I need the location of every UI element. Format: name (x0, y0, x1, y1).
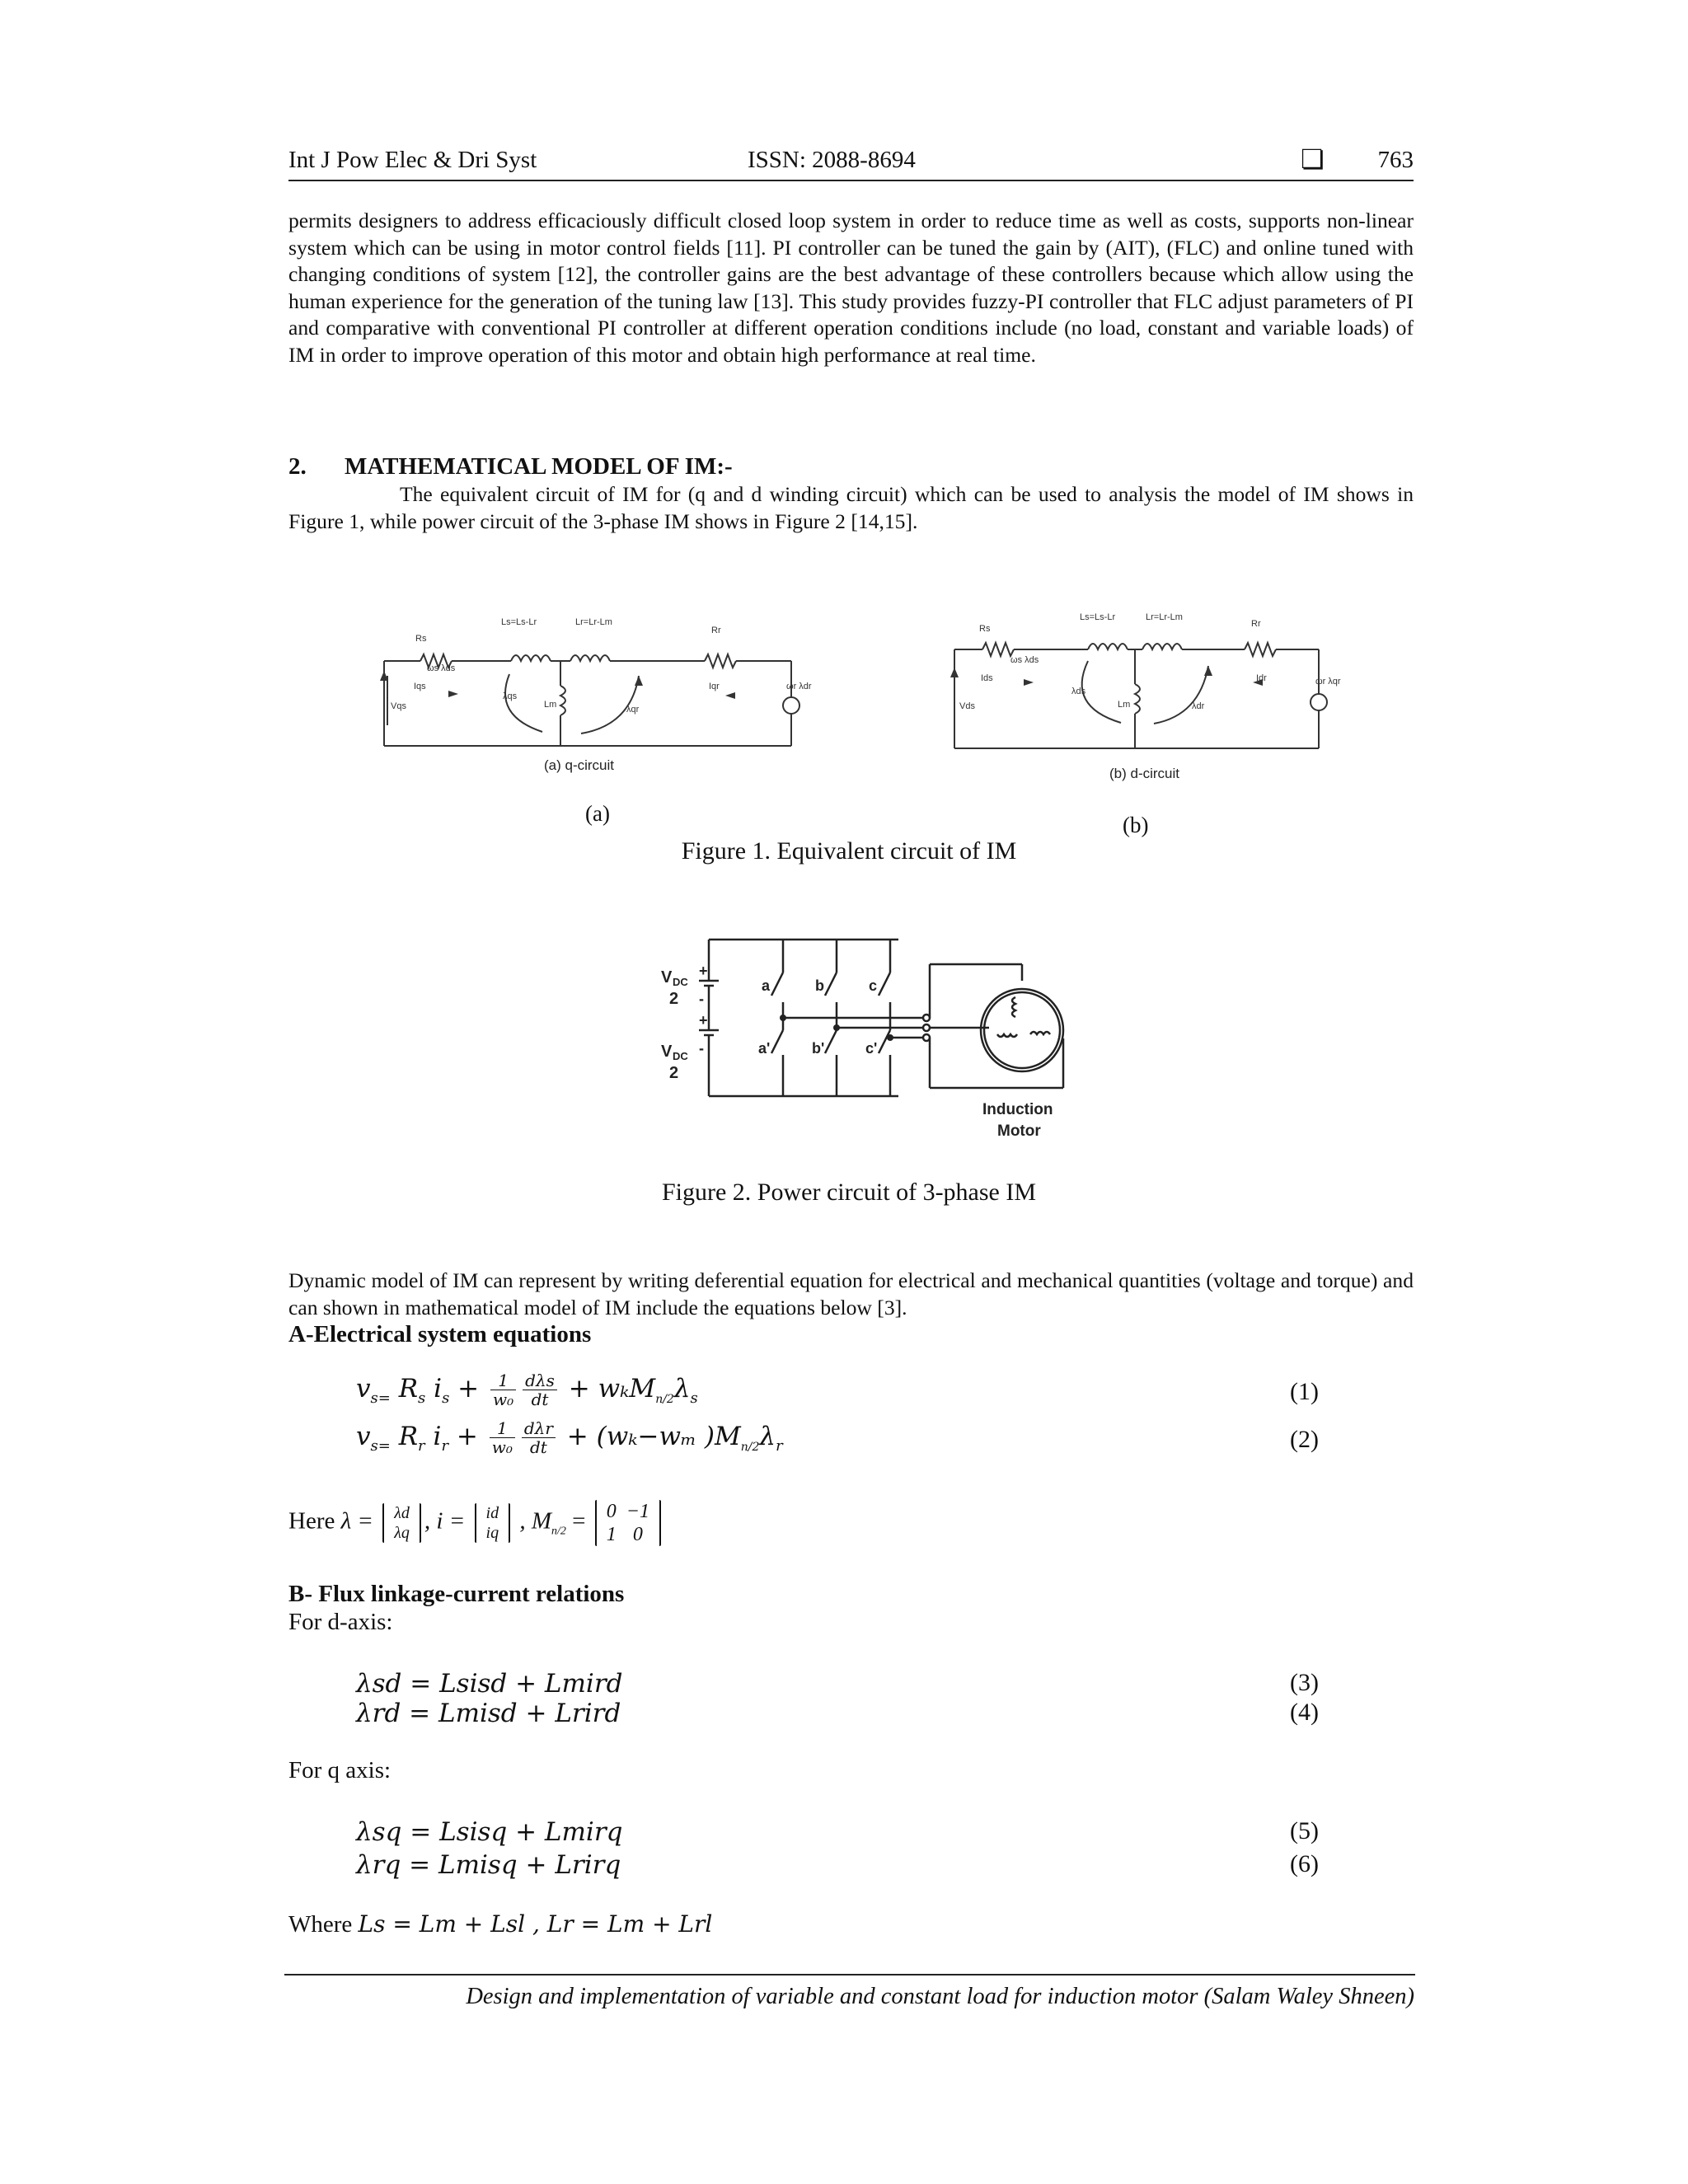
vdc-top-symbol: V (661, 968, 673, 987)
equation-6-number: (6) (1290, 1850, 1319, 1877)
q-vqs-label: Vqs (391, 701, 406, 711)
q-rs-label: Rs (415, 634, 427, 644)
issn: ISSN: 2088-8694 (748, 147, 916, 173)
q-lm-label: Lm (544, 700, 557, 710)
switch-c-low-label: c' (865, 1040, 878, 1057)
equation-5-number: (5) (1290, 1817, 1319, 1844)
d-flux-s-label: λds (1071, 687, 1086, 696)
q-circuit-label: (a) q-circuit (544, 757, 615, 773)
equation-5: λsq = Lsisq + Lmirq (356, 1817, 623, 1847)
where-line: Where Ls = Lm + Lsl , Lr = Lm + Lrl (288, 1910, 713, 1938)
q-flux-r-label: λqr (626, 705, 640, 715)
minus-sign-top: - (699, 991, 704, 1007)
plus-sign-top: + (699, 963, 708, 979)
section-heading (288, 453, 733, 480)
switch-a-label: a (762, 977, 771, 994)
plus-sign-bottom: + (699, 1012, 708, 1029)
footer-rule (284, 1974, 1415, 1975)
vdc-top-subscript: DC (673, 976, 688, 988)
q-axis-label: For q axis: (288, 1757, 392, 1783)
equation-2: $v_{s=}$ $R_r$ $i_r$ + $\frac{1}{\text{w₀}}$ $\frac{\text{dλr}}{dt}$ + (wₖ−wₘ )$M_{n/2}\lambda_r$ (356, 1418, 783, 1457)
section-title: MATHEMATICAL MODEL OF IM:- (345, 453, 733, 480)
q-iqs-label: Iqs (414, 682, 426, 691)
equation-3-number: (3) (1290, 1669, 1319, 1696)
d-lls-label: Ls=Ls-Lr (1080, 612, 1116, 622)
minus-sign-bottom: - (699, 1040, 704, 1057)
q-lls-label: Ls=Ls-Lr (501, 617, 537, 627)
d-ids-label: Ids (981, 673, 993, 683)
equation-1: $v_{s=}$ $R_s$ $i_s$ + $\frac{1}{\text{w₀}}$ $\frac{\text{dλs}}{dt}$ + $w_kM_{n/2}\lambda_s$ (356, 1371, 698, 1409)
subsection-a-heading: A-Electrical system equations (288, 1321, 592, 1347)
matrix-definitions: Here λ = λd λq , i = id iq , $M_{n/2}$ = 0 −1 1 0 (288, 1500, 664, 1546)
equation-6: λrq = Lmisq + Lrirq (356, 1850, 621, 1880)
vdc-bottom-symbol: V (661, 1043, 673, 1061)
vdc-top-denominator: 2 (669, 990, 679, 1008)
switch-b-label: b (815, 977, 824, 994)
q-circuit-diagram (379, 610, 812, 783)
switch-b-low-label: b' (812, 1040, 825, 1057)
motor-label-line1: Induction (982, 1101, 1053, 1118)
motor-label-line2: Motor (997, 1122, 1041, 1140)
q-speed-source-label: ωs λds (427, 663, 456, 673)
figure2-caption: Figure 2. Power circuit of 3-phase IM (661, 1179, 1037, 1206)
d-rotor-source-label: ωr λqr (1315, 677, 1341, 687)
q-iqr-label: Iqr (709, 682, 720, 691)
q-llr-label: Lr=Lr-Lm (575, 617, 612, 627)
square-bullet-icon: ❏ (1301, 144, 1325, 174)
d-circuit-diagram (948, 602, 1376, 791)
equation-2-number: (2) (1290, 1426, 1319, 1453)
d-llr-label: Lr=Lr-Lm (1146, 612, 1183, 622)
equation-4-number: (4) (1290, 1699, 1319, 1726)
page-number: 763 (1377, 147, 1414, 173)
power-circuit-diagram (659, 931, 1088, 1146)
d-lm-label: Lm (1118, 700, 1131, 710)
dynamic-model-paragraph: Dynamic model of IM can represent by writing deferential equation for electrical and mechanical quantities (voltage and torque) and can shown in mathematical model of IM include the equations below [3]. (288, 1268, 1414, 1319)
equation-3: λsd = Lsisd + Lmird (356, 1669, 623, 1699)
d-circuit-label: (b) d-circuit (1109, 766, 1180, 781)
d-flux-r-label: λdr (1192, 701, 1205, 711)
q-flux-s-label: λqs (503, 691, 518, 701)
d-rs-label: Rs (979, 624, 991, 634)
d-speed-source-label: ωs λds (1010, 655, 1039, 665)
equation-1-number: (1) (1290, 1378, 1319, 1405)
page-footer: Design and implementation of variable and constant load for induction motor (Salam Waley Shneen) (466, 1984, 1414, 2009)
q-rr-label: Rr (711, 626, 721, 635)
fig1a-sublabel: (a) (585, 801, 610, 826)
d-axis-label: For d-axis: (288, 1609, 393, 1635)
d-idr-label: Idr (1256, 673, 1267, 683)
journal-name: Int J Pow Elec & Dri Syst (288, 147, 537, 173)
subsection-b-heading: B- Flux linkage-current relations (288, 1581, 625, 1607)
figure1-caption: Figure 1. Equivalent circuit of IM (681, 837, 1017, 865)
page-header (288, 145, 1414, 181)
q-rotor-source-label: ωr λdr (786, 682, 812, 691)
d-rr-label: Rr (1251, 619, 1261, 629)
equation-4: λrd = Lmisd + Lrird (356, 1699, 621, 1728)
section-paragraph: The equivalent circuit of IM for (q and d winding circuit) which can be used to analysis the model of IM shows in Figure 1, while power circuit of the 3-phase IM shows in Figure 2 [14,15]. (288, 482, 1414, 533)
vdc-bottom-denominator: 2 (669, 1064, 679, 1082)
switch-a-low-label: a' (758, 1040, 771, 1057)
d-vds-label: Vds (959, 701, 975, 711)
fig1b-sublabel: (b) (1123, 813, 1149, 837)
vdc-bottom-subscript: DC (673, 1050, 688, 1062)
intro-paragraph: permits designers to address efficaciously difficult closed loop system in order to reduce time as well as costs, supports non-linear system which can be using in motor control fields [11]. PI controller can be tuned the gain by (AIT), (FLC) and online tuned with changing conditions of system [12], the controller gains are the best advantage of these controllers because which allow using the human experience for the generation of the tuning law [13]. This study provides fuzzy-PI controller that FLC adjust parameters of PI and comparative with conventional PI controller at different operation conditions include (no load, constant and variable loads) of IM in order to improve operation of this motor and obtain high performance at real time. (288, 209, 1414, 367)
switch-c-label: c (869, 977, 878, 994)
section-number: 2. (288, 453, 307, 480)
